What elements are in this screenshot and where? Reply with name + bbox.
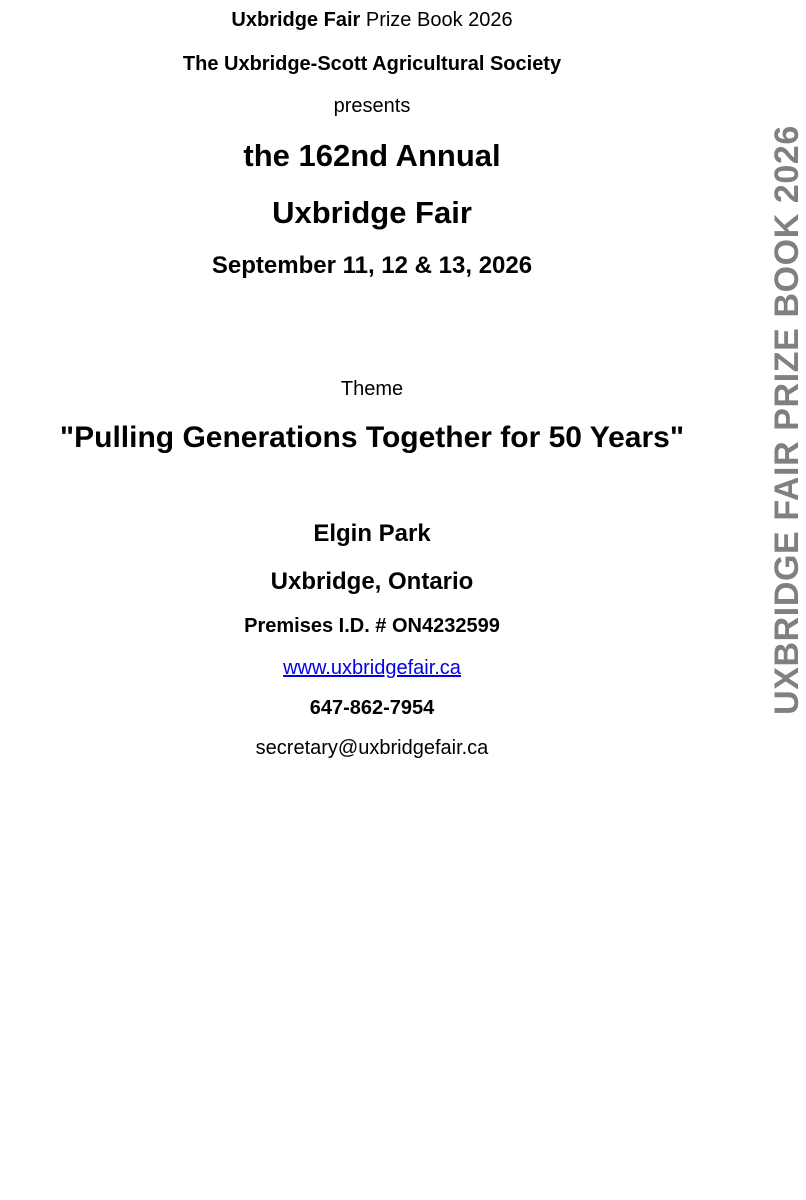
side-banner: UXBRIDGE FAIR PRIZE BOOK 2026 — [768, 125, 806, 715]
fair-dates: September 11, 12 & 13, 2026 — [211, 252, 533, 279]
annual-heading: the 162nd Annual — [243, 138, 501, 173]
theme-text: "Pulling Generations Together for 50 Years" — [59, 421, 685, 454]
header-fair-name: Uxbridge Fair — [231, 9, 361, 31]
presents-text: presents — [333, 95, 411, 117]
email-address: secretary@uxbridgefair.ca — [255, 737, 489, 759]
header-line — [0, 10, 744, 30]
website-row — [0, 658, 744, 678]
town-name: Uxbridge, Ontario — [270, 568, 474, 595]
website-link[interactable]: www.uxbridgefair.ca — [283, 657, 461, 679]
header-prize-book-label: Prize Book 2026 — [360, 9, 513, 31]
fair-name-heading: Uxbridge Fair — [272, 195, 472, 230]
theme-label: Theme — [340, 378, 404, 400]
society-name: The Uxbridge-Scott Agricultural Society — [182, 53, 562, 75]
premises-id: Premises I.D. # ON4232599 — [244, 615, 500, 637]
phone-number: 647-862-7954 — [309, 697, 435, 719]
venue-name: Elgin Park — [313, 520, 431, 547]
